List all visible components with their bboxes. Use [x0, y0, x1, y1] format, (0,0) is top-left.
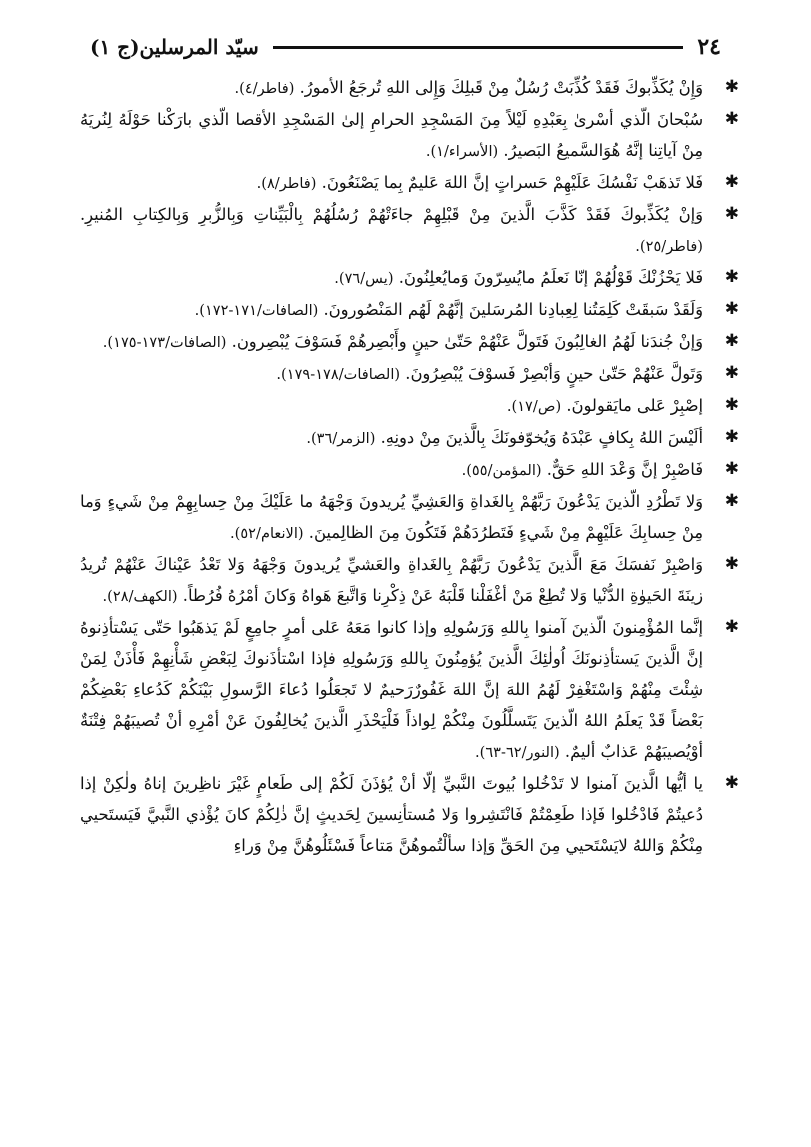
- verse-reference: (فاطر/٢٥).: [635, 238, 703, 255]
- verse-entry: [80, 454, 741, 486]
- verse-text: ألَيْسَ اللهُ بِكافٍ عَبْدَهُ وَيُخوّفونَكَ بِالَّذينَ مِنْ دونِهِ.: [380, 428, 703, 447]
- verse-reference: (يس/٧٦).: [334, 270, 394, 287]
- verse-text: فَلا تَذهَبْ نَفْسُكَ عَلَيْهِمْ حَسراتٍ إنَّ اللهَ عَليمٌ بِما يَصْنَعُونَ.: [321, 173, 703, 192]
- asterisk-bullet-icon: ✱: [724, 299, 739, 319]
- verse-reference: (الصافات/١٧٣-١٧٥).: [102, 334, 227, 351]
- asterisk-bullet-icon: ✱: [724, 109, 739, 129]
- verse-entry: [80, 72, 741, 104]
- verse-entry: [80, 104, 741, 167]
- verse-text: وَإِنْ يُكَذِّبوكَ فَقَدْ كُذِّبَتْ رُسُلٌ مِنْ قَبلِكَ وَإِلى اللهِ تُرجَعُ الأمورُ.: [299, 78, 703, 97]
- verse-text: إصْبِرْ عَلى مايَقولونَ.: [566, 396, 703, 415]
- verse-entry: [80, 486, 741, 549]
- verse-text: فَاصْبِرْ إنَّ وَعْدَ اللهِ حَقٌّ.: [546, 460, 703, 479]
- asterisk-bullet-icon: ✱: [724, 267, 739, 287]
- asterisk-bullet-icon: ✱: [724, 491, 739, 511]
- verse-text: وَاصْبِرْ نَفسَكَ مَعَ الَّذينَ يَدْعُونَ رَبَّهُمْ بِالغَداةِ والعَشيِّ يُريدونَ وَجْهَهُ وَلا تَعْدُ عَيْناكَ عَنْهُمْ تُريدُ زينَةَ الحَيوٰةِ الدُّنْيا وَلا تُطِعْ مَنْ أغْفَلْنا قَلْبَهُ عَنْ ذِكْرِنا وَاتَّبعَ هَواهُ وَكانَ أمْرُهُ فُرُطاً.: [80, 555, 703, 605]
- asterisk-bullet-icon: ✱: [724, 77, 739, 97]
- verse-text: يا أيُّها الَّذينَ آمنوا لا تَدْخُلوا بُيوتَ النَّبيِّ إلّا أنْ يُؤذَنَ لَكُمْ إلى طَعامٍ غَيْرَ ناظِرينَ إناهُ ولٰكِنْ إذا دُعيتُمْ فَادْخُلوا فَإذا طَعِمْتُمْ فَانْتَشِروا وَلا مُستأنِسينَ لِحَديثٍ إنَّ ذٰلِكُمْ كانَ يُؤْذي النَّبيَّ فَيَستَحيي مِنْكُمْ وَاللهُ لايَسْتَحيي مِنَ الحَقِّ وَإذا سألْتُموهُنَّ مَتاعاً فَسْئَلُوهُنَّ مِنْ وَراءِ: [80, 774, 703, 855]
- asterisk-bullet-icon: ✱: [724, 172, 739, 192]
- verse-entry: [80, 768, 741, 862]
- verse-list: [80, 72, 741, 862]
- asterisk-bullet-icon: ✱: [724, 395, 739, 415]
- verse-text: فَلا يَحْزُنْكَ قَوْلُهُمْ إنّا نَعلَمُ مايُسِرّونَ وَمايُعلِنُونَ.: [398, 268, 703, 287]
- asterisk-bullet-icon: ✱: [724, 459, 739, 479]
- verse-text: وَلَقَدْ سَبقَتْ كَلِمَتُنا لِعِبادِنا المُرسَلينَ إنَّهُمْ لَهُم المَنْصُورونَ.: [323, 300, 703, 319]
- asterisk-bullet-icon: ✱: [724, 331, 739, 351]
- verse-entry: [80, 390, 741, 422]
- verse-reference: (ص/١٧).: [506, 398, 562, 415]
- verse-text: وَإنْ جُندَنا لَهُمُ الغالِبُونَ فَتَولَّ عَنْهُمْ حَتّىٰ حينٍ وأَبْصِرهُمْ فَسَوْفَ يُبْصِرون.: [231, 332, 703, 351]
- verse-text: وَإنْ يُكَذِّبوكَ فَقَدْ كَذَّبَ الَّذينَ مِنْ قَبْلِهِمْ جاءَتْهُمْ رُسُلُهُمْ بِالْبَيِّناتِ وَبِالزُّبرِ وَبِالكِتابِ المُنيرِ.: [80, 205, 703, 224]
- verse-reference: (المؤمن/٥٥).: [461, 462, 542, 479]
- asterisk-bullet-icon: ✱: [724, 427, 739, 447]
- verse-entry: [80, 262, 741, 294]
- verse-text: إنَّما المُؤْمِنونَ الّذينَ آمنوا بِاللهِ وَرَسُولِهِ وإذا كانوا مَعَهُ عَلى أمرٍ جامِعٍ لَمْ يَذهَبُوا حَتّى يَسْتأذِنوهُ إنَّ الَّذينَ يَستأذِنونَكَ اُولٰئِكَ الَّذينَ يُؤمِنُونَ بِاللهِ وَرَسُولِهِ فإذا اسْتأذَنوكَ لِبَعْضِ شَأْنِهِمْ فَأْذَنْ لِمَنْ شِئْتَ مِنْهُمْ وَاسْتَغْفِرْ لَهُمُ اللهَ إنَّ اللهَ غَفُورٌرَحيمٌ لا تَجعَلُوا دُعاءَ الرَّسولِ بَيْنَكُمْ كَدُعاءِ بَعْضِكُمْ بَعْضاً قَدْ يَعلَمُ اللهُ الّذينَ يَتَسلَّلُونَ مِنْكُمْ لِواذاً فَلْيَحْذَرِ الَّذينَ يُخالِفُونَ عَنْ أمْرِهِ أنْ تُصيبَهُمْ فِتْنَةٌ أوْيُصيبَهُمْ عَذابٌ أليمٌ.: [80, 618, 703, 761]
- verse-entry: [80, 549, 741, 612]
- verse-reference: (الصافات/١٧١-١٧٢).: [194, 302, 319, 319]
- verse-reference: (الزمر/٣٦).: [306, 430, 376, 447]
- page-number: ٢٤: [697, 34, 721, 60]
- verse-entry: [80, 422, 741, 454]
- verse-reference: (النور/٦٢-٦٣).: [474, 744, 560, 761]
- asterisk-bullet-icon: ✱: [724, 554, 739, 574]
- verse-entry: [80, 326, 741, 358]
- verse-reference: (فاطر/٤).: [234, 80, 295, 97]
- verse-reference: (الأسراء/١).: [425, 143, 499, 160]
- verse-reference: (الانعام/٥٢).: [230, 525, 304, 542]
- running-title: سيّد المرسلين(ج ١): [90, 35, 259, 59]
- verse-entry: [80, 294, 741, 326]
- verse-entry: [80, 358, 741, 390]
- asterisk-bullet-icon: ✱: [724, 204, 739, 224]
- verse-reference: (فاطر/٨).: [256, 175, 317, 192]
- verse-text: وَتَولَّ عَنْهُمْ حَتّىٰ حينٍ وَأبْصِرْ فَسوْفَ يُبْصِرُونَ.: [405, 364, 703, 383]
- verse-text: سُبْحانَ الّذي أسْرىٰ بِعَبْدِهِ لَيْلاً مِنَ المَسْجِدِ الحرامِ إلىٰ المَسْجِدِ الأقصا الّذي بارَكْنا حَوْلَهُ لِنُريَهُ مِنْ آياتِنا إنَّهُ هُوَالسَّميعُ البَصيرُ.: [80, 110, 703, 160]
- header-rule: [273, 46, 684, 49]
- verse-entry: [80, 167, 741, 199]
- verse-entry: [80, 199, 741, 262]
- verse-text: وَلا تَطْرُدِ الّذينَ يَدْعُونَ رَبَّهُمْ بِالغَداةِ وَالعَشِيِّ يُريدونَ وَجْهَهُ ما عَلَيْكَ مِنْ حِسابِهِمْ مِنْ شَيءٍ وَما مِنْ حِسابِكَ عَلَيْهِمْ مِنْ شَيءٍ فَتَطرُدَهُمْ فَتَكُونَ مِنَ الظالِمينَ.: [80, 492, 703, 542]
- verse-entry: [80, 612, 741, 768]
- asterisk-bullet-icon: ✱: [724, 617, 739, 637]
- page-header: [90, 30, 721, 64]
- asterisk-bullet-icon: ✱: [724, 363, 739, 383]
- verse-reference: (الصافات/١٧٨-١٧٩).: [276, 366, 401, 383]
- asterisk-bullet-icon: ✱: [724, 773, 739, 793]
- verse-reference: (الكهف/٢٨).: [102, 588, 178, 605]
